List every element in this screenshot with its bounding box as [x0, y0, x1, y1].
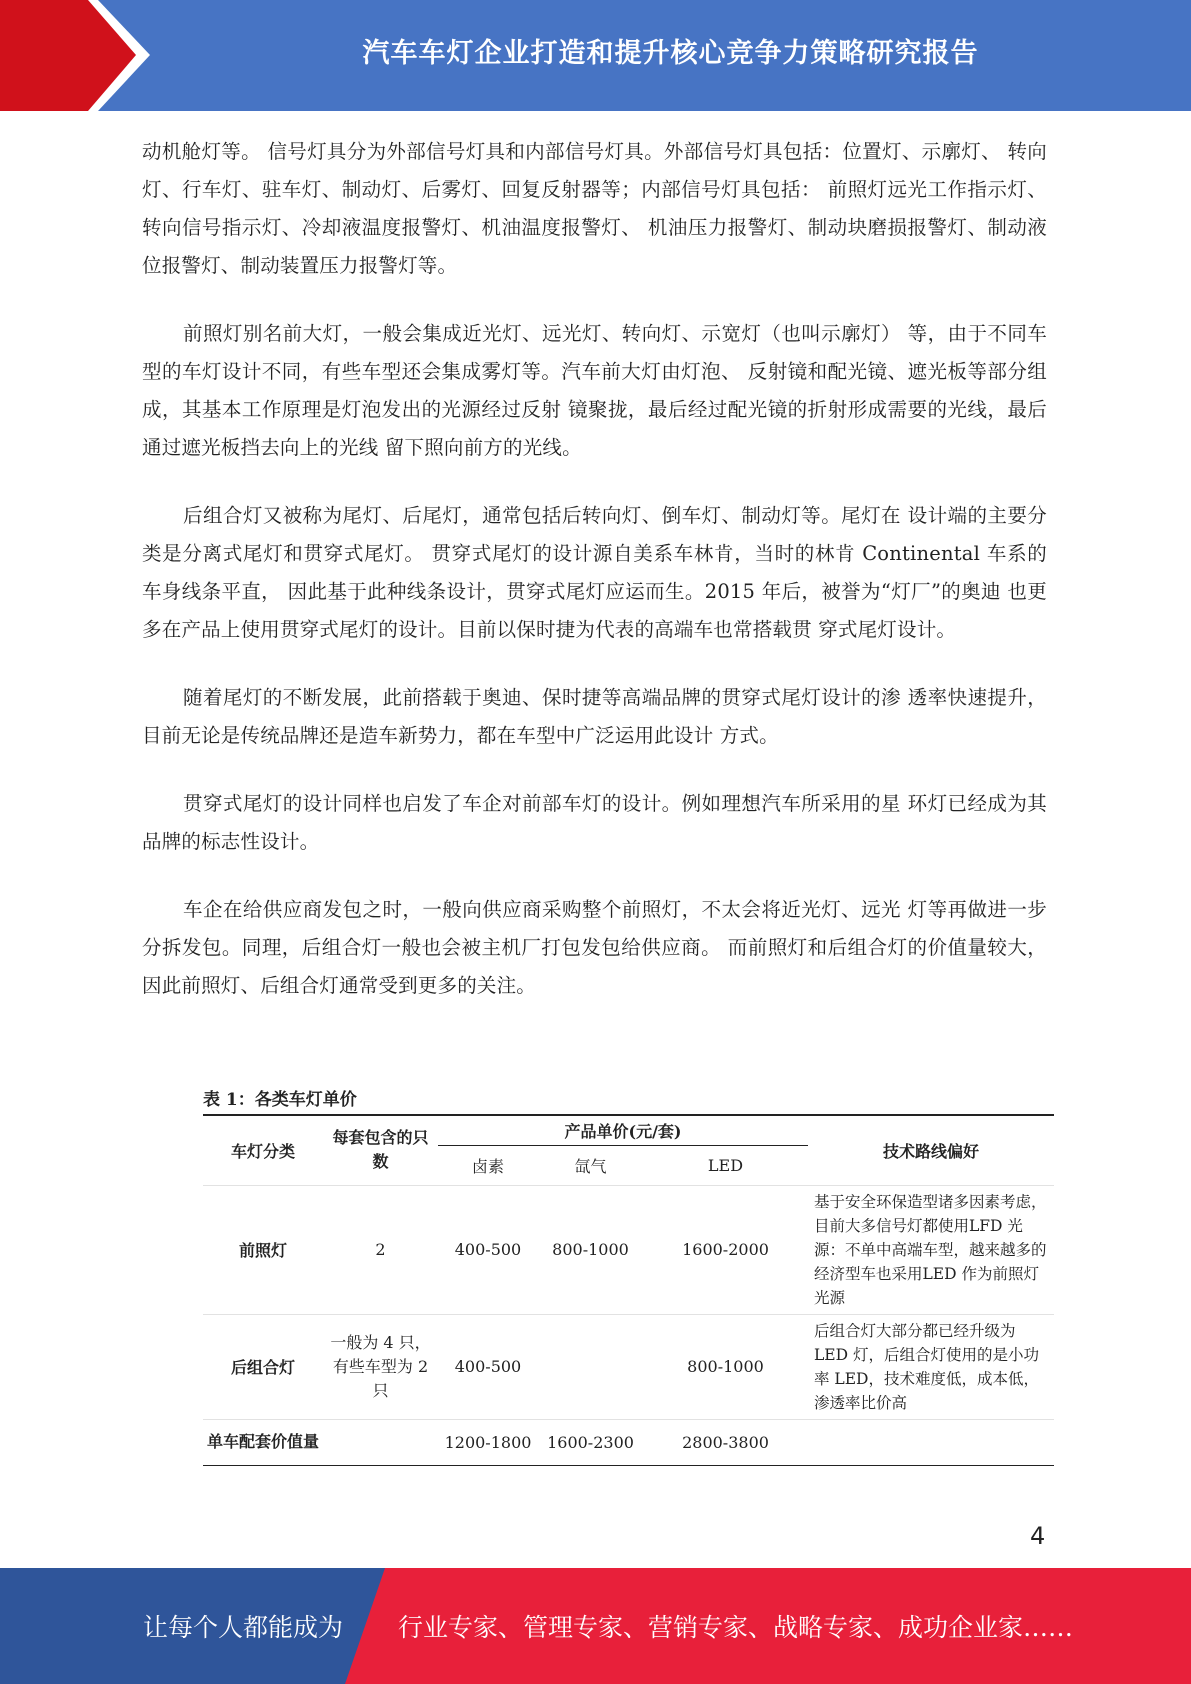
page-number: 4 — [1030, 1522, 1046, 1550]
cell-xenon: 800-1000 — [538, 1185, 643, 1314]
footer-slogan-right: 行业专家、管理专家、营销专家、战略专家、成功企业家…… — [398, 1613, 1074, 1642]
lamp-price-table-block — [203, 1085, 1054, 1466]
cell-count: 2 — [323, 1185, 438, 1314]
table-caption: 表 1：各类车灯单价 — [203, 1090, 357, 1110]
paragraph: 贯穿式尾灯的设计同样也启发了车企对前部车灯的设计。例如理想汽车所采用的星 环灯已经成为其品牌的标志性设计。 — [142, 792, 1047, 853]
cell-led: 2800-3800 — [643, 1419, 808, 1465]
header-xenon: 氙气 — [574, 1156, 607, 1176]
header-count: 每套包含的只数 — [332, 1128, 429, 1172]
cell-count — [323, 1419, 438, 1465]
page-footer — [0, 1568, 1191, 1684]
cell-tech: 后组合灯大部分都已经升级为 LED 灯，后组合灯使用的是小功率 LED，技术难度低，成本低，渗透率比价高 — [808, 1314, 1054, 1419]
cell-tech — [808, 1419, 1054, 1465]
cell-halogen: 400-500 — [438, 1314, 538, 1419]
footer-slogan-left: 让每个人都能成为 — [143, 1613, 344, 1642]
header-price-group: 产品单价(元/套) — [438, 1115, 808, 1145]
paragraph: 车企在给供应商发包之时，一般向供应商采购整个前照灯，不太会将近光灯、远光 灯等再做进一步分拆发包。同理，后组合灯一般也会被主机厂打包发包给供应商。 而前照灯和后组合灯的价值量较大，因此前照灯、后组合灯通常受到更多的关注。 — [142, 898, 1047, 997]
header-led: LED — [707, 1155, 744, 1175]
paragraph: 随着尾灯的不断发展，此前搭载于奥迪、保时捷等高端品牌的贯穿式尾灯设计的渗 透率快速提升，目前无论是传统品牌还是造车新势力，都在车型中广泛运用此设计 方式。 — [142, 686, 1047, 747]
cell-xenon — [538, 1314, 643, 1419]
table-row — [203, 1419, 1054, 1465]
main-content — [142, 133, 1047, 1035]
lamp-price-table — [203, 1114, 1054, 1466]
cell-led: 800-1000 — [643, 1314, 808, 1419]
cell-tech: 基于安全环保造型诸多因素考虑，目前大多信号灯都使用LFD 光源：不单中高端车型，越来越多的经济型车也采用LED 作为前照灯光源 — [808, 1185, 1054, 1314]
cell-count: 一般为 4 只，有些车型为 2 只 — [323, 1314, 438, 1419]
header-category: 车灯分类 — [230, 1141, 295, 1161]
paragraph: 后组合灯又被称为尾灯、后尾灯，通常包括后转向灯、倒车灯、制动灯等。尾灯在 设计端的主要分类是分离式尾灯和贯穿式尾灯。 贯穿式尾灯的设计源自美系车林肯，当时的林肯 Continental 车系的车身线条平直， 因此基于此种线条设计，贯穿式尾灯应运而生。2015 年后，被誉为“灯厂”的奥迪 也更多在产品上使用贯穿式尾灯的设计。目前以保时捷为代表的高端车也常搭载贯 穿式尾灯设计。 — [142, 504, 1047, 641]
cell-category: 前照灯 — [203, 1185, 323, 1314]
cell-category: 单车配套价值量 — [203, 1419, 323, 1465]
page-header — [0, 0, 1191, 111]
paragraph: 前照灯别名前大灯，一般会集成近光灯、远光灯、转向灯、示宽灯（也叫示廓灯） 等，由于不同车型的车灯设计不同，有些车型还会集成雾灯等。汽车前大灯由灯泡、 反射镜和配光镜、遮光板等部分组成，其基本工作原理是灯泡发出的光源经过反射 镜聚拢，最后经过配光镜的折射形成需要的光线，最后通过遮光板挡去向上的光线 留下照向前方的光线。 — [142, 322, 1047, 459]
cell-halogen: 400-500 — [438, 1185, 538, 1314]
header-red-arrow-icon — [0, 0, 160, 111]
table-row — [203, 1314, 1054, 1419]
header-tech: 技术路线偏好 — [882, 1141, 979, 1161]
header-title: 汽车车灯企业打造和提升核心竞争力策略研究报告 — [362, 37, 979, 69]
header-halogen: 卤素 — [471, 1156, 504, 1176]
paragraph: 动机舱灯等。 信号灯具分为外部信号灯具和内部信号灯具。外部信号灯具包括：位置灯、示廓灯、 转向灯、行车灯、驻车灯、制动灯、后雾灯、回复反射器等；内部信号灯具包括： 前照灯远光工作指示灯、转向信号指示灯、冷却液温度报警灯、机油温度报警灯、 机油压力报警灯、制动块磨损报警灯、制动液位报警灯、制动装置压力报警灯等。 — [142, 140, 1047, 277]
cell-halogen: 1200-1800 — [438, 1419, 538, 1465]
cell-xenon: 1600-2300 — [538, 1419, 643, 1465]
cell-category: 后组合灯 — [203, 1314, 323, 1419]
cell-led: 1600-2000 — [643, 1185, 808, 1314]
table-row — [203, 1185, 1054, 1314]
